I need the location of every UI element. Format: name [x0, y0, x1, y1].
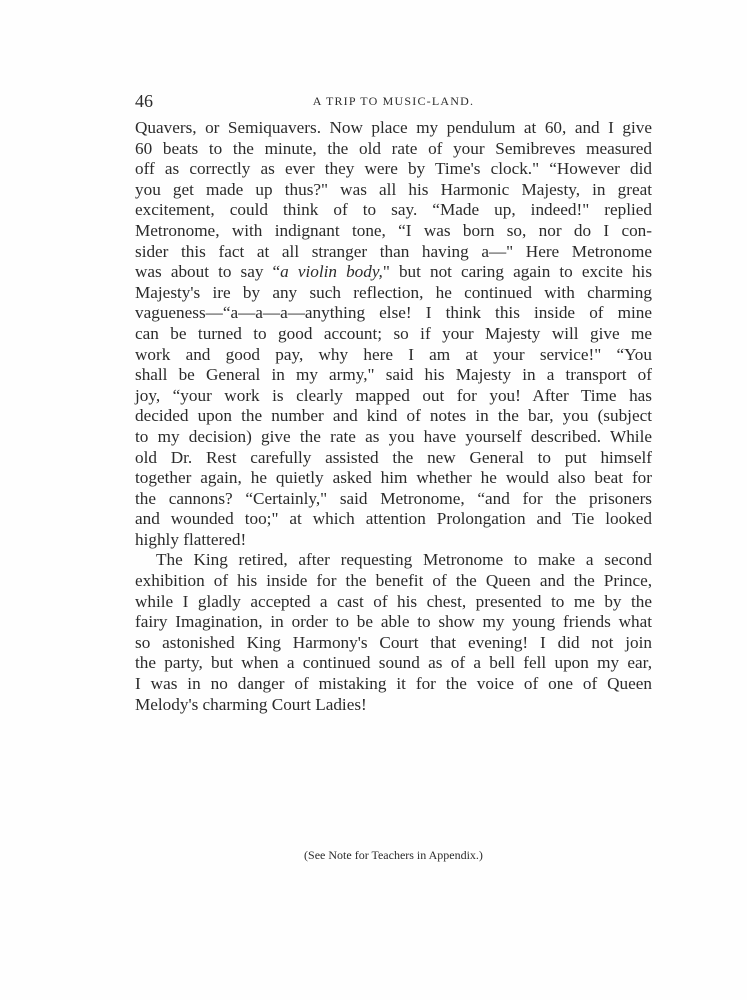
- italic-phrase: a violin body,: [280, 262, 383, 282]
- text-line: The King retired, after requesting Metronome to make a second: [156, 550, 652, 570]
- running-head: [135, 90, 652, 112]
- text-line: old Dr. Rest carefully assisted the new General to put himself: [135, 447, 652, 467]
- text-line: 60 beats to the minute, the old rate of your Semibreves measured: [135, 138, 652, 158]
- text-line: joy, “your work is clearly mapped out for you! After Time has: [135, 385, 652, 405]
- text-fragment: " but not caring again to excite his: [382, 262, 653, 282]
- running-title: A TRIP TO MUSIC-LAND.: [312, 94, 475, 108]
- text-line: so astonished King Harmony's Court that evening! I did not join: [135, 632, 652, 652]
- text-line: highly flattered!: [135, 529, 247, 549]
- text-line: vagueness—“a—a—a—anything else! I think this inside of mine: [135, 303, 652, 323]
- body-text: [135, 118, 652, 715]
- text-line: Quavers, or Semiquavers. Now place my pendulum at 60, and I give: [135, 118, 652, 137]
- text-line: sider this fact at all stranger than having a—" Here Metronome: [135, 241, 652, 261]
- text-line: Metronome, with indignant tone, “I was born so, nor do I con-: [135, 220, 652, 240]
- text-line: excitement, could think of to say. “Made up, indeed!" replied: [135, 200, 652, 220]
- text-line: decided upon the number and kind of notes in the bar, you (subject: [135, 406, 652, 426]
- text-line-with-italic: [135, 262, 652, 283]
- text-line: work and good pay, why here I am at your service!" “You: [135, 344, 652, 364]
- text-fragment: was about to say “: [135, 262, 281, 282]
- text-line: to my decision) give the rate as you have yourself described. While: [135, 426, 652, 446]
- footnote: (See Note for Teachers in Appendix.): [304, 848, 483, 862]
- text-line: shall be General in my army," said his Majesty in a transport of: [135, 365, 652, 385]
- text-line: I was in no danger of mistaking it for the voice of one of Queen: [135, 674, 652, 694]
- text-line: and wounded too;" at which attention Prolongation and Tie looked: [135, 509, 652, 529]
- text-line: while I gladly accepted a cast of his chest, presented to me by the: [135, 591, 652, 611]
- text-line: can be turned to good account; so if your Majesty will give me: [135, 323, 652, 343]
- text-line: fairy Imagination, in order to be able to show my young friends what: [135, 612, 652, 632]
- text-line: together again, he quietly asked him whether he would also beat for: [135, 468, 652, 488]
- text-line: Majesty's ire by any such reflection, he continued with charming: [135, 282, 652, 302]
- page-number: 46: [135, 91, 153, 111]
- text-line: Melody's charming Court Ladies!: [135, 694, 367, 714]
- text-line: the party, but when a continued sound as of a bell fell upon my ear,: [135, 653, 652, 673]
- text-line: the cannons? “Certainly," said Metronome, “and for the prisoners: [135, 488, 652, 508]
- text-line: off as correctly as ever they were by Time's clock." “However did: [135, 159, 652, 179]
- text-line: you get made up thus?" was all his Harmonic Majesty, in great: [135, 179, 652, 199]
- text-line: exhibition of his inside for the benefit of the Queen and the Prince,: [135, 571, 652, 591]
